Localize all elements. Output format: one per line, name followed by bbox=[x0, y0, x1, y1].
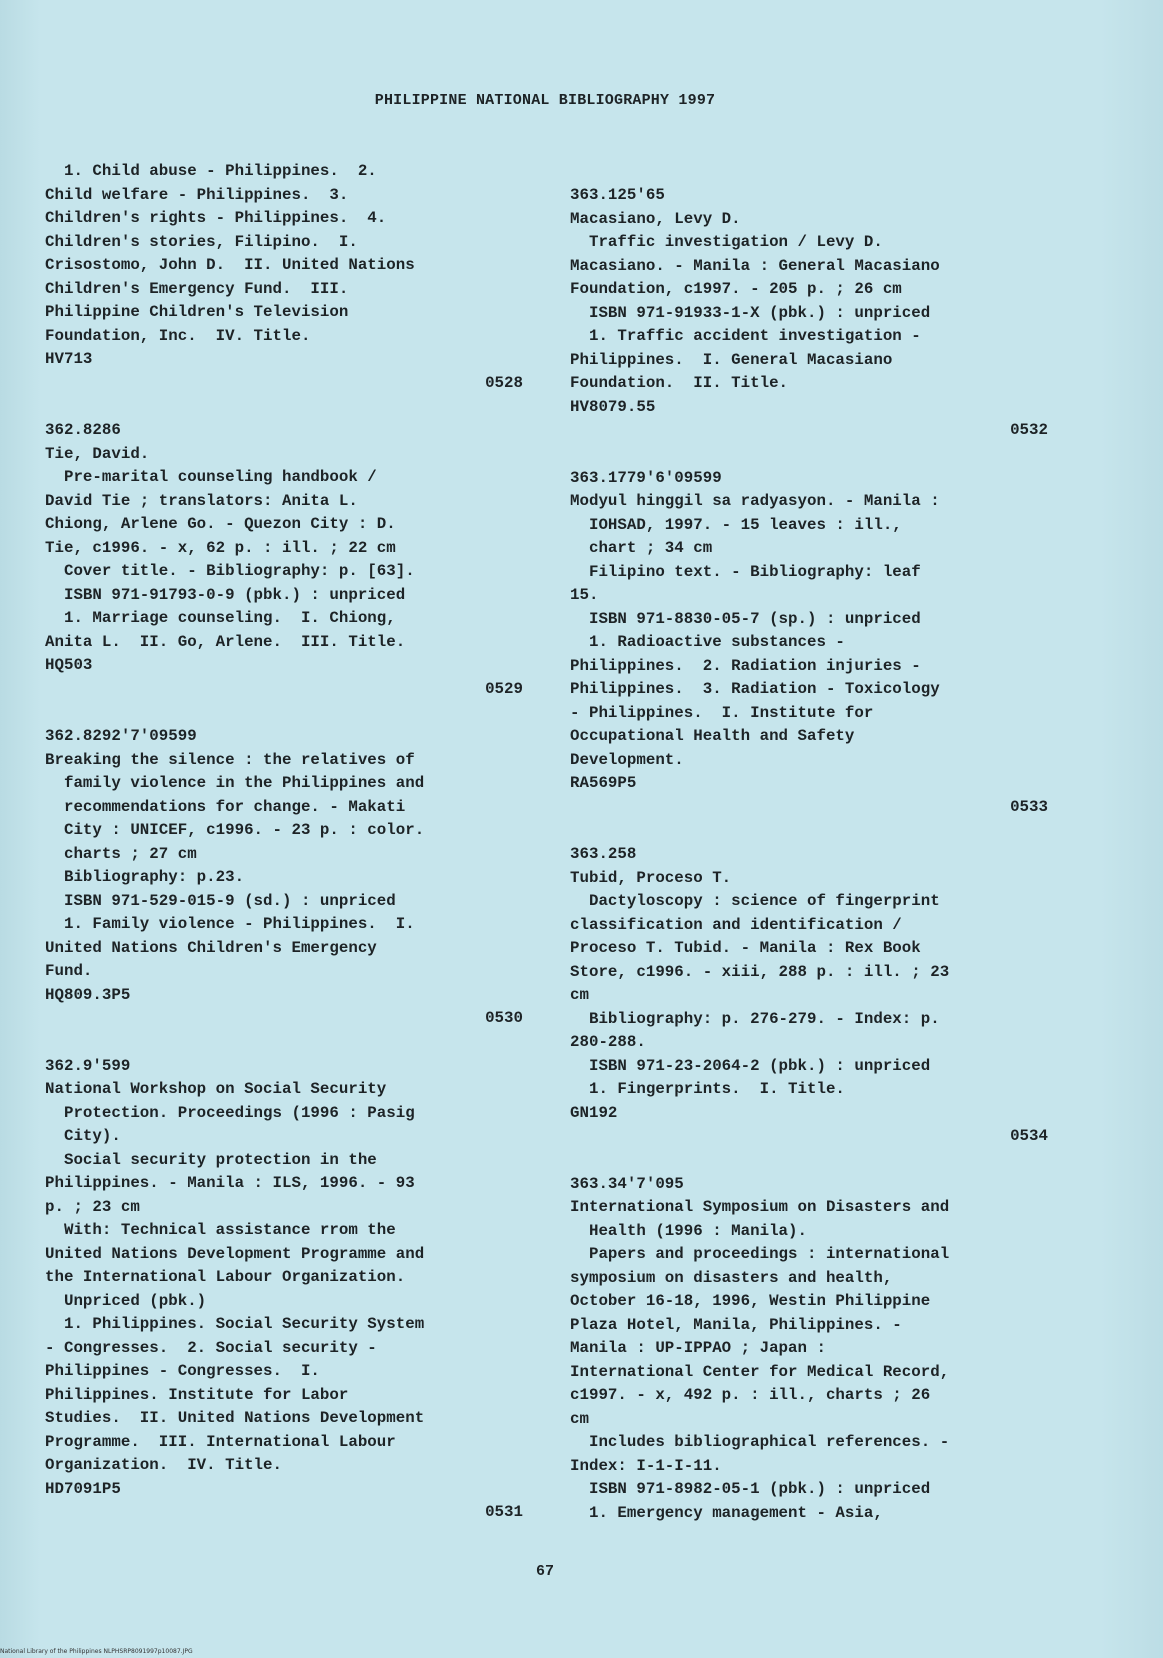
entry-line: Children's Emergency Fund. III. bbox=[45, 279, 349, 298]
entry-number: 0531 bbox=[485, 1503, 523, 1521]
entry-line: 1. Marriage counseling. I. Chiong, bbox=[45, 609, 396, 627]
entry-line: Papers and proceedings : international bbox=[570, 1245, 950, 1263]
entry-line: Organization. IV. Title. bbox=[45, 1456, 282, 1474]
entry-line: ISBN 971-91933-1-X (pbk.) : unpriced bbox=[570, 303, 931, 322]
entry-line: Foundation, c1997. - 205 p. ; 26 cm bbox=[570, 280, 902, 298]
entry-line: International Center for Medical Record, bbox=[570, 1362, 950, 1381]
entry-line: - Philippines. I. Institute for bbox=[570, 703, 874, 722]
entry-line: International Symposium on Disasters and bbox=[570, 1198, 950, 1216]
entry-line: 362.8286 bbox=[45, 421, 121, 439]
entry-line: 363.125'65 bbox=[570, 186, 665, 204]
entry-line: Tubid, Proceso T. bbox=[570, 868, 732, 887]
entry-line: With: Technical assistance rrom the bbox=[45, 1221, 396, 1239]
entry-line: c1997. - x, 492 p. : ill., charts ; 26 bbox=[570, 1386, 931, 1404]
entry-block bbox=[570, 184, 1060, 419]
entry-line: ISBN 971-8830-05-7 (sp.) : unpriced bbox=[570, 609, 921, 628]
page-number: 67 bbox=[535, 1563, 554, 1580]
entry-line: GN192 bbox=[570, 1103, 618, 1122]
entry-block bbox=[570, 1173, 1060, 1526]
entry-line: HV713 bbox=[45, 350, 93, 368]
entry-line: the International Labour Organization. bbox=[45, 1268, 406, 1286]
page-header: PHILIPPINE NATIONAL BIBLIOGRAPHY 1997 bbox=[374, 92, 716, 109]
entry-line: Philippines. 3. Radiation - Toxicology bbox=[570, 680, 940, 698]
entry-line: City : UNICEF, c1996. - 23 p. : color. bbox=[45, 821, 425, 839]
entry-line: Modyul hinggil sa radyasyon. - Manila : bbox=[570, 492, 940, 510]
entry-line: Philippines. 2. Radiation injuries - bbox=[570, 656, 921, 675]
entry-line: Tie, David. bbox=[45, 444, 150, 463]
entry-line: Programme. III. International Labour bbox=[45, 1432, 396, 1451]
entry-number: 0532 bbox=[1010, 421, 1048, 439]
entry-line: Traffic investigation / Levy D. bbox=[570, 233, 883, 251]
entry-block bbox=[45, 160, 535, 372]
entry-line: Children's stories, Filipino. I. bbox=[45, 232, 358, 251]
entry-line: David Tie ; translators: Anita L. bbox=[45, 491, 358, 510]
right-column bbox=[570, 184, 1060, 1525]
entry-number: 0528 bbox=[485, 373, 523, 392]
entry-line: HV8079.55 bbox=[570, 397, 656, 416]
entry-line: October 16-18, 1996, Westin Philippine bbox=[570, 1292, 931, 1310]
entry-line: Children's rights - Philippines. 4. bbox=[45, 209, 387, 227]
entry-number: 0529 bbox=[485, 679, 523, 698]
entry-line: Tie, c1996. - x, 62 p. : ill. ; 22 cm bbox=[45, 538, 396, 557]
entry-line: 1. Emergency management - Asia, bbox=[570, 1503, 883, 1522]
entry-line: Proceso T. Tubid. - Manila : Rex Book bbox=[570, 939, 921, 957]
entry-line: United Nations Development Programme and bbox=[45, 1244, 425, 1263]
entry-line: family violence in the Philippines and bbox=[45, 774, 425, 792]
entry-line: 1. Radioactive substances - bbox=[570, 633, 845, 651]
entry-line: Studies. II. United Nations Development bbox=[45, 1409, 425, 1427]
entry-line: Macasiano. - Manila : General Macasiano bbox=[570, 256, 940, 275]
entry-line: United Nations Children's Emergency bbox=[45, 938, 377, 957]
entry-line: Includes bibliographical references. - bbox=[570, 1433, 950, 1451]
entry-line: Crisostomo, John D. II. United Nations bbox=[45, 256, 415, 274]
entry-block bbox=[570, 843, 1060, 1125]
entry-line: Unpriced (pbk.) bbox=[45, 1291, 207, 1310]
left-column bbox=[45, 160, 535, 1525]
entry-line: HQ809.3P5 bbox=[45, 985, 131, 1004]
entry-line: Protection. Proceedings (1996 : Pasig bbox=[45, 1103, 415, 1122]
entry-line: Philippines. Institute for Labor bbox=[45, 1385, 349, 1404]
entry-line: Store, c1996. - xiii, 288 p. : ill. ; 23 bbox=[570, 962, 950, 981]
entry-line: Index: I-1-I-11. bbox=[570, 1456, 722, 1475]
entry-number: 0533 bbox=[1010, 797, 1048, 816]
entry-line: Social security protection in the bbox=[45, 1150, 377, 1169]
entry-line: ISBN 971-91793-0-9 (pbk.) : unpriced bbox=[45, 585, 406, 604]
scan-footer: National Library of the Philippines NLPHSRP8091997p10087.JPG bbox=[0, 1648, 193, 1655]
entry-line: Philippines. I. General Macasiano bbox=[570, 350, 893, 369]
entry-line: Manila : UP-IPPAO ; Japan : bbox=[570, 1339, 826, 1357]
entry-line: HQ503 bbox=[45, 656, 93, 674]
entry-line: Filipino text. - Bibliography: leaf bbox=[570, 562, 921, 581]
entry-line: Anita L. II. Go, Arlene. III. Title. bbox=[45, 632, 406, 651]
entry-line: Pre-marital counseling handbook / bbox=[45, 468, 377, 486]
entry-line: 1. Child abuse - Philippines. 2. bbox=[45, 162, 377, 180]
entry-line: charts ; 27 cm bbox=[45, 844, 197, 863]
entry-block bbox=[45, 1055, 535, 1502]
entry-line: HD7091P5 bbox=[45, 1479, 121, 1498]
entry-line: Macasiano, Levy D. bbox=[570, 209, 741, 228]
entry-line: recommendations for change. - Makati bbox=[45, 797, 406, 816]
entry-line: cm bbox=[570, 986, 589, 1004]
entry-line: Plaza Hotel, Manila, Philippines. - bbox=[570, 1315, 902, 1334]
entry-line: Occupational Health and Safety bbox=[570, 727, 855, 745]
entry-line: Chiong, Arlene Go. - Quezon City : D. bbox=[45, 515, 396, 533]
entry-line: Philippine Children's Television bbox=[45, 303, 349, 321]
entry-line: Development. bbox=[570, 750, 684, 769]
entry-line: 363.34'7'095 bbox=[570, 1174, 684, 1193]
entry-line: cm bbox=[570, 1409, 589, 1428]
entry-line: Philippines - Congresses. I. bbox=[45, 1362, 320, 1380]
entry-line: 1. Fingerprints. I. Title. bbox=[570, 1080, 845, 1098]
entry-line: City). bbox=[45, 1127, 121, 1145]
entry-line: Child welfare - Philippines. 3. bbox=[45, 185, 349, 204]
entry-line: Dactyloscopy : science of fingerprint bbox=[570, 892, 940, 910]
entry-block bbox=[45, 725, 535, 1007]
entry-line: 280-288. bbox=[570, 1033, 646, 1051]
entry-number: 0530 bbox=[485, 1009, 523, 1027]
entry-line: ISBN 971-529-015-9 (sd.) : unpriced bbox=[45, 891, 396, 910]
entry-line: 1. Traffic accident investigation - bbox=[570, 327, 921, 345]
entry-line: Bibliography: p.23. bbox=[45, 868, 245, 886]
entry-line: ISBN 971-23-2064-2 (pbk.) : unpriced bbox=[570, 1056, 931, 1075]
entry-line: Bibliography: p. 276-279. - Index: p. bbox=[570, 1009, 940, 1028]
entry-line: National Workshop on Social Security bbox=[45, 1080, 387, 1098]
entry-line: IOHSAD, 1997. - 15 leaves : ill., bbox=[570, 515, 902, 534]
entry-number: 0534 bbox=[1010, 1127, 1048, 1145]
entry-line: 1. Family violence - Philippines. I. bbox=[45, 915, 415, 933]
entry-line: Fund. bbox=[45, 962, 93, 980]
entry-line: Philippines. - Manila : ILS, 1996. - 93 bbox=[45, 1174, 415, 1192]
entry-line: 15. bbox=[570, 586, 599, 604]
entry-line: 1. Philippines. Social Security System bbox=[45, 1315, 425, 1333]
entry-line: Foundation, Inc. IV. Title. bbox=[45, 326, 311, 345]
entry-line: Foundation. II. Title. bbox=[570, 374, 789, 392]
entry-line: 362.8292'7'09599 bbox=[45, 727, 197, 745]
entry-line: - Congresses. 2. Social security - bbox=[45, 1338, 377, 1357]
entry-line: Health (1996 : Manila). bbox=[570, 1221, 807, 1240]
entry-line: Cover title. - Bibliography: p. [63]. bbox=[45, 562, 415, 580]
entry-line: classification and identification / bbox=[570, 915, 902, 934]
entry-line: symposium on disasters and health, bbox=[570, 1268, 893, 1287]
entry-line: Breaking the silence : the relatives of bbox=[45, 750, 415, 769]
entry-line: chart ; 34 cm bbox=[570, 539, 713, 557]
entry-line: RA569P5 bbox=[570, 774, 637, 792]
entry-block bbox=[570, 467, 1060, 796]
entry-line: 363.1779'6'09599 bbox=[570, 468, 722, 487]
entry-line: ISBN 971-8982-05-1 (pbk.) : unpriced bbox=[570, 1480, 931, 1498]
entry-block bbox=[45, 419, 535, 678]
entry-line: p. ; 23 cm bbox=[45, 1197, 140, 1216]
entry-line: 362.9'599 bbox=[45, 1056, 131, 1075]
entry-line: 363.258 bbox=[570, 845, 637, 863]
